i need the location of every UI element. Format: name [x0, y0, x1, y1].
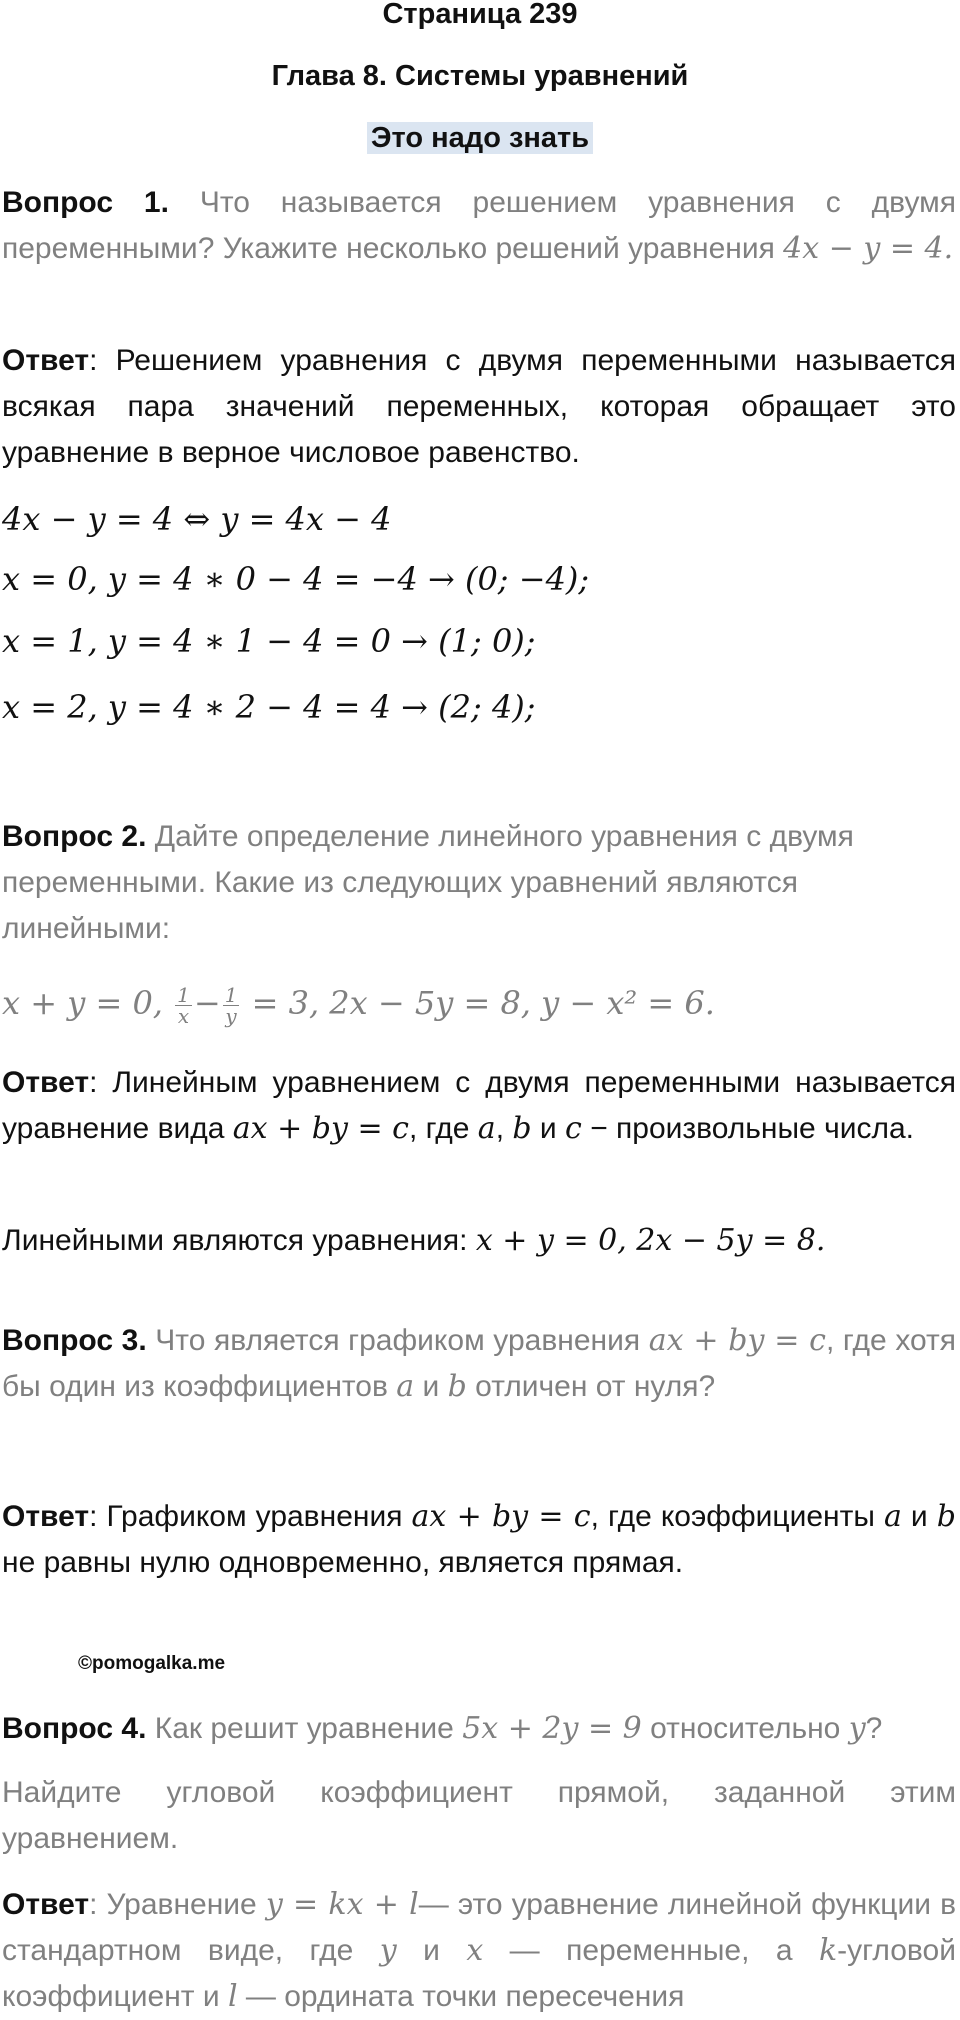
answer-1: [2, 338, 956, 476]
solution-line-2: x = 0, y = 4 ∗ 0 − 4 = −4 → (0; −4);: [2, 560, 590, 598]
answer-1-text: : Решением уравнения с двумя переменными называется всякая пара значений переменных, которая обращает это уравнение в верное числовое равенство.: [2, 344, 956, 469]
question-4: Вопрос 4. Как решит уравнение 5x + 2y = 9 относительно y?: [2, 1711, 883, 1746]
answer-2-label: Ответ: [2, 1066, 90, 1099]
answer-4: Ответ: Уравнение y = kx + l— это уравнение линейной функции в стандартном виде, где y и x — переменные, а k-угловой коэффициент и l — ордината точки пересечения: [2, 1887, 957, 2014]
answer-1-label: Ответ: [2, 344, 90, 377]
question-1-text: Что называется решением уравнения с двумя переменными? Укажите несколько решений уравнения: [2, 186, 956, 265]
question-4-part-2: Найдите угловой коэффициент прямой, заданной этим уравнением.: [2, 1776, 956, 1855]
answer-4-label: Ответ: [2, 1888, 90, 1921]
solution-line-1: 4x − y = 4 ⇔ y = 4x − 4: [2, 500, 392, 538]
linear-equations-answer: Линейными являются уравнения: x + y = 0, 2x − 5y = 8.: [2, 1223, 826, 1258]
fraction-one-over-y: $\frac{1}{y}$: [224, 983, 238, 1028]
question-4-label: Вопрос 4.: [2, 1712, 147, 1745]
linear-form-equation: ax + by = c: [232, 1111, 409, 1146]
question-2-equations: x + y = 0, $\frac{1}{x}$ − $\frac{1}{y}$ = 3, 2x − 5y = 8, y − x² = 6.: [2, 983, 715, 1028]
answer-2: Ответ: Линейным уравнением с двумя переменными называется уравнение вида ax + by = c, где a, b и c − произвольные числа.: [2, 1066, 956, 1146]
fraction-one-over-x: $\frac{1}{x}$: [177, 983, 190, 1028]
watermark: ©pomogalka.me: [78, 1653, 226, 1674]
solution-line-3: x = 1, y = 4 ∗ 1 − 4 = 0 → (1; 0);: [2, 622, 536, 660]
question-3: Вопрос 3. Что является графиком уравнения ax + by = c, где хотя бы один из коэффициентов a и b отличен от нуля?: [2, 1323, 956, 1404]
equation-sum: x + y = 0,: [2, 984, 163, 1022]
question-1-label: Вопрос 1.: [2, 186, 169, 219]
chapter-title: Глава 8. Системы уравнений: [271, 60, 689, 92]
question-1: [2, 180, 956, 272]
question-1-equation: 4x − y = 4.: [783, 231, 954, 266]
section-heading: [0, 118, 960, 158]
question-2-label: Вопрос 2.: [2, 820, 147, 853]
section-heading-text: Это надо знать: [367, 122, 593, 154]
answer-3: Ответ: Графиком уравнения ax + by = c, где коэффициенты a и b не равны нулю одновременно, является прямая.: [2, 1499, 956, 1579]
question-3-label: Вопрос 3.: [2, 1324, 147, 1357]
answer-3-label: Ответ: [2, 1500, 90, 1533]
equation-rest: = 3, 2x − 5y = 8, y − x² = 6.: [251, 984, 715, 1022]
page-number: Страница 239: [382, 0, 578, 30]
question-2-text: Дайте определение линейного уравнения с двумя переменными. Какие из следующих уравнений являются линейными:: [2, 820, 854, 945]
question-2: [2, 814, 956, 952]
solution-line-4: x = 2, y = 4 ∗ 2 − 4 = 4 → (2; 4);: [2, 688, 536, 726]
